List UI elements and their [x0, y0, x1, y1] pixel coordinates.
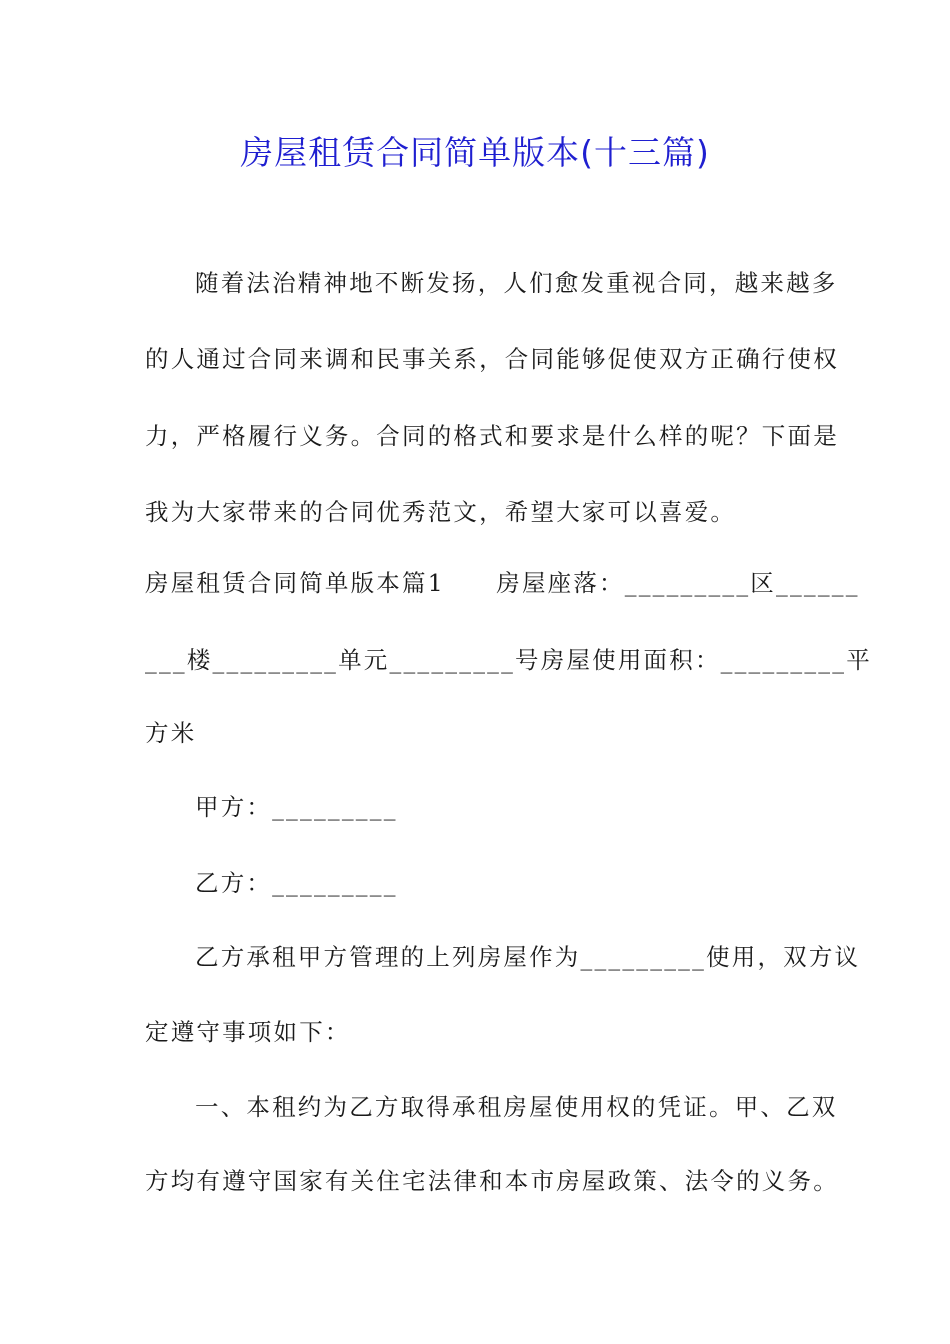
party-b-line: 乙方：_________ [195, 869, 398, 897]
paragraph-line: ___楼_________单元_________号房屋使用面积：_________平 [145, 646, 872, 674]
paragraph-line: 方米 [145, 719, 197, 747]
paragraph-line: 乙方承租甲方管理的上列房屋作为_________使用，双方议 [195, 943, 861, 971]
paragraph-line: 我为大家带来的合同优秀范文，希望大家可以喜爱。 [145, 498, 737, 526]
paragraph-line: 力，严格履行义务。合同的格式和要求是什么样的呢？下面是 [145, 422, 839, 450]
paragraph-line: 的人通过合同来调和民事关系，合同能够促使双方正确行使权 [145, 345, 839, 373]
page-title: 房屋租赁合同简单版本(十三篇) [240, 133, 710, 172]
paragraph-line: 方均有遵守国家有关住宅法律和本市房屋政策、法令的义务。 [145, 1167, 839, 1195]
paragraph-line: 定遵守事项如下： [145, 1018, 351, 1046]
paragraph-line: 一、本租约为乙方取得承租房屋使用权的凭证。甲、乙双 [195, 1093, 838, 1121]
party-a-line: 甲方：_________ [195, 793, 398, 821]
paragraph-line: 随着法治精神地不断发扬，人们愈发重视合同，越来越多 [195, 269, 838, 297]
section-heading-line: 房屋租赁合同简单版本篇1 房屋座落：_________区______ [145, 569, 860, 597]
